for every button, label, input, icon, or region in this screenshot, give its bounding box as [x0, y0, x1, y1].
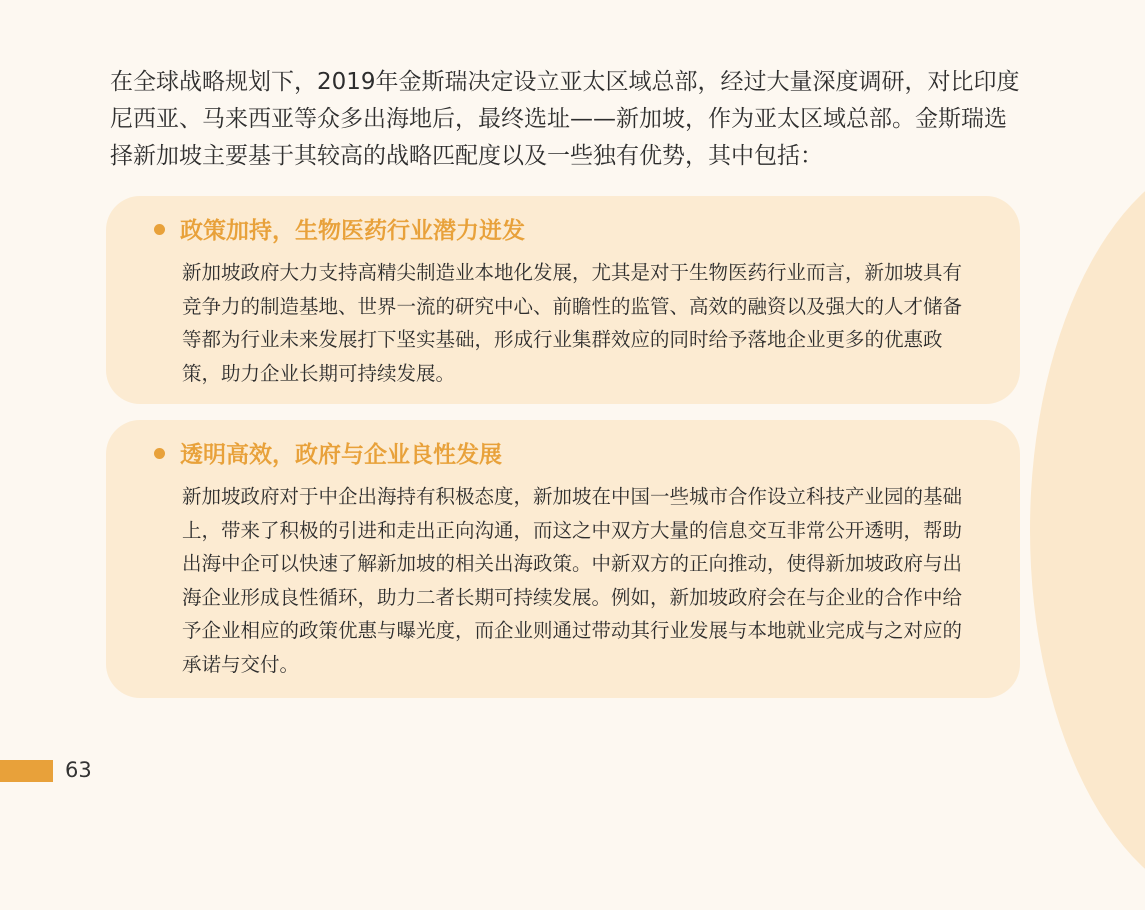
intro-paragraph: 在全球战略规划下，2019年金斯瑞决定设立亚太区域总部，经过大量深度调研，对比印度尼西亚、马来西亚等众多出海地后，最终选址——新加坡，作为亚太区域总部。金斯瑞选择新加坡主要基于其较高的战略匹配度以及一些独有优势，其中包括： [110, 69, 1020, 169]
section-body: 新加坡政府大力支持高精尖制造业本地化发展，尤其是对于生物医药行业而言，新加坡具有竞争力的制造基地、世界一流的研究中心、前瞻性的监管、高效的融资以及强大的人才储备等都为行业未来发展打下坚实基础，形成行业集群效应的同时给予落地企业更多的优惠政策，助力企业长期可持续发展。 [182, 261, 963, 385]
section-title [154, 436, 502, 469]
page-number-bar [0, 760, 53, 782]
section-title-text: 透明高效，政府与企业良性发展 [180, 442, 502, 468]
page-number: 63 [65, 758, 92, 782]
section-title [154, 212, 525, 245]
decorative-blob [1030, 150, 1145, 910]
section-title-text: 政策加持，生物医药行业潜力迸发 [180, 218, 525, 244]
section-card-policy [106, 196, 1020, 404]
section-body: 新加坡政府对于中企出海持有积极态度，新加坡在中国一些城市合作设立科技产业园的基础上，带来了积极的引进和走出正向沟通，而这之中双方大量的信息交互非常公开透明，帮助出海中企可以快速了解新加坡的相关出海政策。中新双方的正向推动，使得新加坡政府与出海企业形成良性循环，助力二者长期可持续发展。例如，新加坡政府会在与企业的合作中给予企业相应的政策优惠与曝光度，而企业则通过带动其行业发展与本地就业完成与之对应的承诺与交付。 [182, 485, 963, 676]
section-card-transparency [106, 420, 1020, 698]
